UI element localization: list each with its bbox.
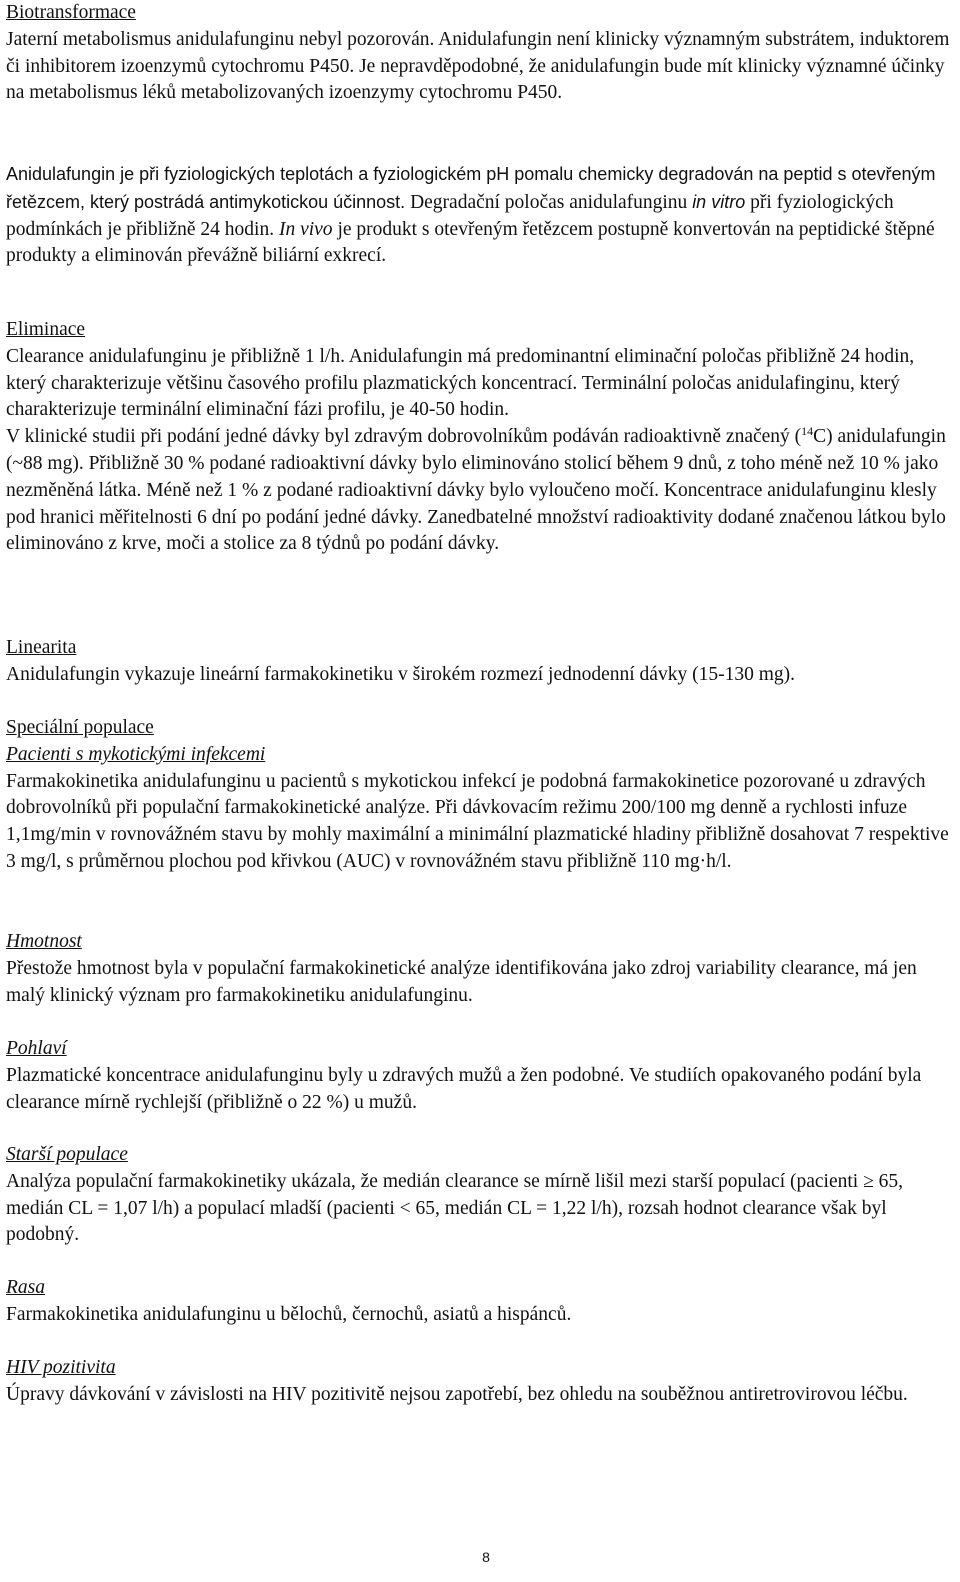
heading-starsi-populace: Starší populace (6, 1144, 128, 1165)
paragraph-starsi-populace: Analýza populační farmakokinetiky ukázala, že medián clearance se mírně lišil mezi starší populací (pacienti ≥ 65, medián CL = 1,07 l/h) a populací mladší (pacienti < 65, medián CL = 1,22 l/h), rozsah hodnot clearance však byl podobný. (6, 1170, 904, 1246)
degradace-text-b: Degradační poločas anidulafunginu (405, 191, 693, 213)
section-rasa (6, 1275, 950, 1329)
heading-eliminace: Eliminace (6, 319, 86, 340)
section-eliminace (6, 317, 950, 558)
in-vivo-term: In vivo (278, 218, 333, 240)
heading-biotransformace: Biotransformace (6, 2, 136, 23)
heading-hmotnost: Hmotnost (6, 931, 82, 952)
heading-linearita: Linearita (6, 637, 77, 658)
section-linearita (6, 635, 950, 689)
section-pohlavi (6, 1036, 950, 1116)
heading-hiv: HIV pozitivita (6, 1357, 116, 1378)
degradace-text-sans: Anidulafungin je při fyziologických teplotách a fyziologickém pH pomalu chemicky degradován na peptid s otevřeným řetězcem, který postrádá antimykotickou účinnost. (6, 164, 936, 212)
page-number: 8 (482, 1549, 490, 1565)
paragraph-klinicka-studie (6, 424, 950, 558)
section-hiv (6, 1355, 950, 1409)
paragraph-rasa: Farmakokinetika anidulafunginu u bělochů, černochů, asiatů a hispánců. (6, 1303, 572, 1325)
paragraph-hmotnost: Přestože hmotnost byla v populační farmakokinetické analýze identifikována jako zdroj variability clearance, má jen malý klinický význam pro farmakokinetiku anidulafunginu. (6, 957, 917, 1006)
section-hmotnost (6, 929, 950, 1009)
heading-pacienti: Pacienti s mykotickými infekcemi (6, 743, 266, 765)
paragraph-pacienti: Farmakokinetika anidulafunginu u pacientů s mykotickou infekcí je podobná farmakokinetice pozorované u zdravých dobrovolníků při populační farmakokinetické analýze. Při dávkovacím režimu 200/100 mg denně a rychlosti infuze 1,1mg/min v rovnovážném stavu by mohly maximální a minimální plazmatické hladiny přibližně dosahovat 7 respektive 3 mg/l, s průměrnou plochou pod křivkou (AUC) v rovnovážném stavu přibližně 110 mg·h/l. (6, 770, 949, 872)
section-starsi-populace (6, 1142, 950, 1249)
klinicka-studie-text-b: C) anidulafungin (~88 mg). Přibližně 30 % podané radioaktivní dávky bylo eliminováno stolicí během 9 dnů, z toho méně než 10 % jako nezměněná látka. Méně než 1 % z podané radioaktivní dávky bylo vyloučeno močí. Koncentrace anidulafunginu klesly pod hranici měřitelnosti 6 dní po podání jedné dávky. Zanedbatelné množství radioaktivity dodané značenou látkou bylo eliminováno z krve, moči a stolice za 8 týdnů po podání dávky. (6, 426, 946, 555)
in-vitro-term: in vitro (692, 191, 746, 212)
paragraph-pohlavi: Plazmatické koncentrace anidulafunginu byly u zdravých mužů a žen podobné. Ve studiích opakovaného podání byla clearance mírně rychlejší (přibližně o 22 %) u mužů. (6, 1064, 922, 1113)
klinicka-studie-text-a: V klinické studii při podání jedné dávky byl zdravým dobrovolníkům podáván radioaktivně značený ( (6, 426, 802, 448)
degradace-text-d: je produkt s otevřeným řetězcem postupně konvertován na peptidické štěpné produkty a eliminován převážně biliární exkrecí. (6, 218, 935, 267)
paragraph-degradace (6, 161, 950, 270)
paragraph-metabolismus: Jaterní metabolismus anidulafunginu nebyl pozorován. Anidulafungin není klinicky významným substrátem, induktorem či inhibitorem izoenzymů cytochromu P450. Je nepravděpodobné, že anidulafungin bude mít klinicky významné účinky na metabolismus léků metabolizovaných izoenzymy cytochromu P450. (6, 28, 950, 104)
paragraph-linearita: Anidulafungin vykazuje lineární farmakokinetiku v širokém rozmezí jednodenní dávky (15-130 mg). (6, 663, 795, 685)
section-biotransformace (6, 0, 950, 107)
paragraph-clearance: Clearance anidulafunginu je přibližně 1 l/h. Anidulafungin má predominantní eliminační poločas přibližně 24 hodin, který charakterizuje většinu časového profilu plazmatických koncentrací. Terminální poločas anidulafinginu, který charakterizuje terminální eliminační fázi profilu, je 40-50 hodin. (6, 345, 915, 421)
heading-pohlavi: Pohlaví (6, 1038, 67, 1059)
heading-specialni-populace: Speciální populace (6, 717, 154, 738)
isotope-superscript: 14 (801, 424, 814, 439)
degradace-text-c: při fyziologických podmínkách je přibližně 24 hodin. (6, 191, 894, 240)
paragraph-hiv: Úpravy dávkování v závislosti na HIV pozitivitě nejsou zapotřebí, bez ohledu na souběžnou antiretrovirovou léčbu. (6, 1383, 908, 1405)
heading-rasa: Rasa (6, 1277, 45, 1298)
section-specialni-populace (6, 715, 950, 876)
